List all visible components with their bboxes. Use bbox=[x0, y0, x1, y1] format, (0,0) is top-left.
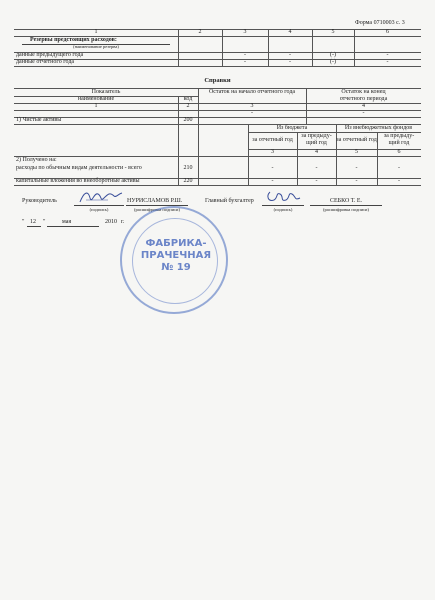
row-value: - bbox=[398, 178, 400, 184]
header-prev-year-b-2: щий год bbox=[388, 140, 410, 146]
net-assets-code: 200 bbox=[183, 117, 193, 123]
row-value: - bbox=[289, 52, 291, 58]
col-number: 4 bbox=[288, 29, 292, 35]
row-value: - bbox=[244, 52, 246, 58]
header-end-balance-1: Остаток на конец bbox=[341, 89, 386, 95]
date-day: 12 bbox=[30, 219, 36, 225]
header-reporting-year-b: за отчетный год bbox=[336, 137, 377, 143]
header-end-balance-2: отчетного периода bbox=[339, 96, 388, 102]
row-value: - bbox=[271, 178, 274, 184]
header-indicator: Показатель bbox=[91, 89, 121, 95]
net-assets-start: - bbox=[251, 110, 253, 116]
date-quote-close: " bbox=[43, 219, 46, 225]
col-number: 5 bbox=[331, 29, 335, 35]
header-number: 1 bbox=[94, 103, 98, 109]
reserves-title: Резервы предстоящих расходов: bbox=[30, 37, 117, 43]
header-name: наименование bbox=[77, 96, 115, 102]
date-year: 2010 bbox=[105, 219, 117, 225]
row-code: 220 bbox=[183, 178, 193, 184]
stamp-line-2: ПРАЧЕЧНАЯ bbox=[140, 250, 212, 261]
header-prev-year-1: за предыду- bbox=[301, 133, 332, 139]
row-value: - bbox=[244, 59, 246, 65]
row-value: (-) bbox=[330, 59, 336, 65]
head-signature-icon bbox=[78, 188, 124, 206]
header-prev-year-2: щий год bbox=[306, 140, 327, 146]
header-number: 4 bbox=[362, 103, 365, 109]
header-number: 4 bbox=[315, 149, 318, 155]
row-value: - bbox=[386, 52, 389, 58]
header-number: 3 bbox=[271, 149, 274, 155]
row-label: расходы по обычным видам деятельности - всего bbox=[16, 165, 142, 171]
accountant-signature-icon bbox=[264, 186, 304, 206]
date-month: мая bbox=[62, 219, 72, 225]
row-label: данные отчетного года bbox=[16, 59, 75, 65]
header-from-extra-funds: Из внебюджетных фондов bbox=[344, 125, 413, 131]
head-name-hint: (расшифровка подписи) bbox=[134, 207, 180, 212]
net-assets-label: 1) Чистые активы bbox=[16, 117, 62, 123]
head-sign-hint: (подпись) bbox=[89, 207, 109, 212]
header-reporting-year: за отчетный год bbox=[252, 137, 293, 143]
row-label: капитальные вложения во внеоборотные активы bbox=[16, 178, 140, 184]
net-assets-end: - bbox=[362, 110, 365, 116]
col-number: 2 bbox=[198, 29, 202, 35]
col-number: 3 bbox=[243, 29, 247, 35]
form-label: Форма 0710003 с. 3 bbox=[355, 20, 405, 26]
header-prev-year-b-1: за предыду- bbox=[383, 133, 415, 139]
row-value: - bbox=[386, 59, 389, 65]
accountant-name: СЕБКО Т. Е. bbox=[330, 198, 363, 204]
header-number: 3 bbox=[250, 103, 254, 109]
reserve-name-hint: (наименование резерва) bbox=[73, 44, 119, 49]
header-code: код bbox=[183, 96, 193, 102]
header-number: 6 bbox=[397, 149, 401, 155]
row-value: - bbox=[398, 165, 400, 171]
head-label: Руководитель bbox=[22, 198, 57, 204]
received-label: 2) Получено на: bbox=[16, 157, 57, 163]
accountant-name-hint: (расшифровка подписи) bbox=[323, 207, 369, 212]
row-value: (-) bbox=[330, 52, 336, 58]
row-value: - bbox=[355, 178, 358, 184]
date-quote-open: " bbox=[22, 219, 25, 225]
accountant-sign-hint: (подпись) bbox=[273, 207, 293, 212]
row-value: - bbox=[315, 165, 318, 171]
stamp-line-3: № 19 bbox=[161, 262, 191, 273]
section-title: Справки bbox=[204, 77, 231, 84]
header-from-budget: Из бюджета bbox=[276, 125, 308, 131]
header-start-balance: Остаток на начало отчетного года bbox=[208, 89, 296, 95]
accountant-label: Главный бухгалтер bbox=[205, 198, 254, 204]
row-value: - bbox=[355, 165, 358, 171]
col-number: 1 bbox=[94, 29, 98, 35]
row-code: 210 bbox=[183, 165, 193, 171]
row-value: - bbox=[315, 178, 318, 184]
row-label: данные предыдущего года bbox=[16, 52, 84, 58]
row-value: - bbox=[271, 165, 274, 171]
head-name: НУРИСЛАМОВ Р.Ш. bbox=[127, 198, 183, 204]
row-value: - bbox=[289, 59, 291, 65]
col-number: 6 bbox=[386, 29, 389, 35]
date-year-suffix: г. bbox=[121, 219, 125, 225]
stamp-line-1: ФАБРИКА- bbox=[145, 238, 207, 249]
header-number: 5 bbox=[355, 149, 358, 155]
organization-stamp bbox=[120, 206, 228, 314]
header-number: 2 bbox=[186, 103, 190, 109]
